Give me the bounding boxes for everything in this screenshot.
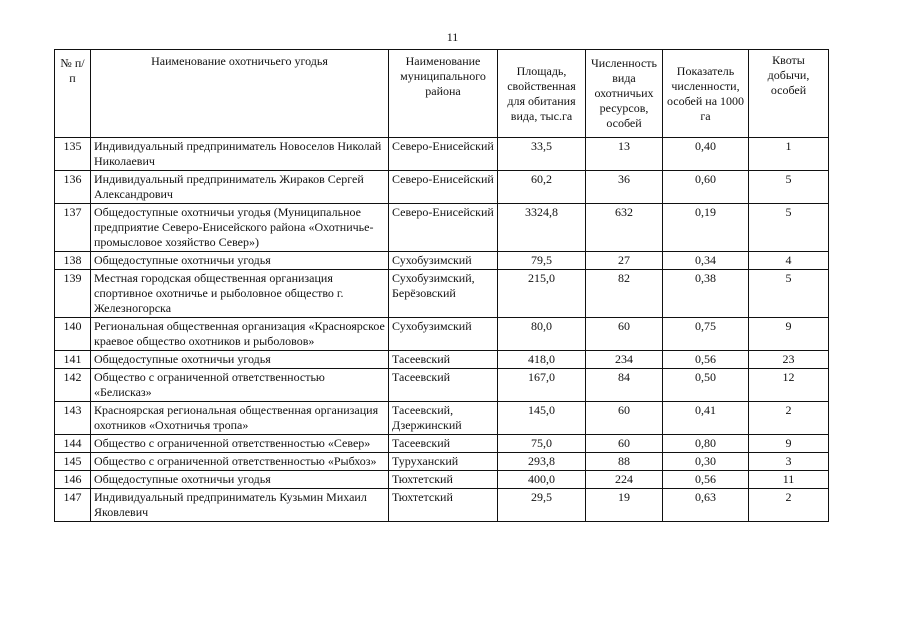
cell-name: Общество с ограниченной ответственностью «Белисказ» bbox=[91, 369, 389, 402]
cell-num: 140 bbox=[55, 318, 91, 351]
cell-count: 13 bbox=[586, 138, 663, 171]
cell-district: Сухобузимский, Берёзовский bbox=[389, 270, 498, 318]
cell-area: 167,0 bbox=[498, 369, 586, 402]
cell-num: 135 bbox=[55, 138, 91, 171]
table-row bbox=[55, 252, 829, 270]
cell-district: Тюхтетский bbox=[389, 471, 498, 489]
cell-count: 60 bbox=[586, 318, 663, 351]
cell-num: 143 bbox=[55, 402, 91, 435]
cell-area: 3324,8 bbox=[498, 204, 586, 252]
cell-district: Тасеевский, Дзержинский bbox=[389, 402, 498, 435]
cell-name: Общество с ограниченной ответственностью «Север» bbox=[91, 435, 389, 453]
cell-name: Общедоступные охотничьи угодья bbox=[91, 351, 389, 369]
table-row bbox=[55, 204, 829, 252]
cell-name: Общество с ограниченной ответственностью «Рыбхоз» bbox=[91, 453, 389, 471]
cell-quota: 5 bbox=[749, 204, 829, 252]
cell-area: 418,0 bbox=[498, 351, 586, 369]
cell-name: Местная городская общественная организация спортивное охотничье и рыболовное общество г. Железногорска bbox=[91, 270, 389, 318]
cell-density: 0,38 bbox=[663, 270, 749, 318]
cell-district: Сухобузимский bbox=[389, 318, 498, 351]
cell-density: 0,63 bbox=[663, 489, 749, 522]
cell-district: Тюхтетский bbox=[389, 489, 498, 522]
cell-district: Северо-Енисейский bbox=[389, 171, 498, 204]
cell-density: 0,56 bbox=[663, 351, 749, 369]
table-row bbox=[55, 453, 829, 471]
cell-count: 82 bbox=[586, 270, 663, 318]
cell-count: 224 bbox=[586, 471, 663, 489]
cell-density: 0,41 bbox=[663, 402, 749, 435]
header-num: № п/п bbox=[55, 50, 91, 138]
cell-quota: 5 bbox=[749, 171, 829, 204]
header-row bbox=[55, 50, 829, 138]
cell-count: 27 bbox=[586, 252, 663, 270]
cell-district: Тасеевский bbox=[389, 351, 498, 369]
table-row bbox=[55, 471, 829, 489]
cell-name: Индивидуальный предприниматель Кузьмин Михаил Яковлевич bbox=[91, 489, 389, 522]
cell-area: 145,0 bbox=[498, 402, 586, 435]
header-density: Показатель численности, особей на 1000 га bbox=[663, 50, 749, 138]
cell-num: 139 bbox=[55, 270, 91, 318]
hunting-grounds-table-container bbox=[54, 49, 828, 522]
table-row bbox=[55, 435, 829, 453]
cell-density: 0,19 bbox=[663, 204, 749, 252]
cell-area: 79,5 bbox=[498, 252, 586, 270]
table-row bbox=[55, 351, 829, 369]
cell-num: 136 bbox=[55, 171, 91, 204]
cell-quota: 23 bbox=[749, 351, 829, 369]
cell-name: Общедоступные охотничьи угодья bbox=[91, 471, 389, 489]
table-header bbox=[55, 50, 829, 138]
cell-district: Туруханский bbox=[389, 453, 498, 471]
cell-density: 0,60 bbox=[663, 171, 749, 204]
hunting-grounds-table bbox=[54, 49, 829, 522]
cell-area: 293,8 bbox=[498, 453, 586, 471]
cell-quota: 11 bbox=[749, 471, 829, 489]
cell-area: 60,2 bbox=[498, 171, 586, 204]
cell-quota: 3 bbox=[749, 453, 829, 471]
cell-district: Тасеевский bbox=[389, 369, 498, 402]
cell-area: 33,5 bbox=[498, 138, 586, 171]
cell-quota: 9 bbox=[749, 318, 829, 351]
cell-name: Общедоступные охотничьи угодья (Муниципальное предприятие Северо-Енисейского района «Охотничье-промысловое хозяйство Север») bbox=[91, 204, 389, 252]
cell-name: Региональная общественная организация «Красноярское краевое общество охотников и рыболовов» bbox=[91, 318, 389, 351]
cell-count: 60 bbox=[586, 402, 663, 435]
cell-density: 0,56 bbox=[663, 471, 749, 489]
cell-num: 145 bbox=[55, 453, 91, 471]
header-quota: Квоты добычи, особей bbox=[749, 50, 829, 138]
cell-count: 632 bbox=[586, 204, 663, 252]
cell-quota: 9 bbox=[749, 435, 829, 453]
table-body bbox=[55, 138, 829, 522]
cell-quota: 2 bbox=[749, 402, 829, 435]
table-row bbox=[55, 270, 829, 318]
cell-name: Общедоступные охотничьи угодья bbox=[91, 252, 389, 270]
cell-density: 0,34 bbox=[663, 252, 749, 270]
cell-district: Северо-Енисейский bbox=[389, 204, 498, 252]
cell-district: Северо-Енисейский bbox=[389, 138, 498, 171]
cell-num: 144 bbox=[55, 435, 91, 453]
cell-quota: 1 bbox=[749, 138, 829, 171]
table-row bbox=[55, 369, 829, 402]
cell-density: 0,40 bbox=[663, 138, 749, 171]
cell-quota: 12 bbox=[749, 369, 829, 402]
cell-count: 88 bbox=[586, 453, 663, 471]
header-name: Наименование охотничьего угодья bbox=[91, 50, 389, 138]
cell-name: Индивидуальный предприниматель Новоселов Николай Николаевич bbox=[91, 138, 389, 171]
table-row bbox=[55, 138, 829, 171]
table-row bbox=[55, 489, 829, 522]
cell-district: Сухобузимский bbox=[389, 252, 498, 270]
cell-density: 0,75 bbox=[663, 318, 749, 351]
table-row bbox=[55, 171, 829, 204]
cell-quota: 2 bbox=[749, 489, 829, 522]
cell-area: 75,0 bbox=[498, 435, 586, 453]
cell-num: 146 bbox=[55, 471, 91, 489]
page-number: 11 bbox=[446, 30, 459, 44]
cell-density: 0,50 bbox=[663, 369, 749, 402]
cell-num: 147 bbox=[55, 489, 91, 522]
cell-count: 60 bbox=[586, 435, 663, 453]
cell-num: 142 bbox=[55, 369, 91, 402]
cell-num: 137 bbox=[55, 204, 91, 252]
cell-area: 215,0 bbox=[498, 270, 586, 318]
table-row bbox=[55, 402, 829, 435]
cell-density: 0,80 bbox=[663, 435, 749, 453]
cell-area: 400,0 bbox=[498, 471, 586, 489]
header-district: Наименование муниципального района bbox=[389, 50, 498, 138]
header-area: Площадь, свойственная для обитания вида, тыс.га bbox=[498, 50, 586, 138]
cell-area: 29,5 bbox=[498, 489, 586, 522]
cell-name: Красноярская региональная общественная организация охотников «Охотничья тропа» bbox=[91, 402, 389, 435]
cell-district: Тасеевский bbox=[389, 435, 498, 453]
cell-num: 138 bbox=[55, 252, 91, 270]
cell-area: 80,0 bbox=[498, 318, 586, 351]
cell-quota: 4 bbox=[749, 252, 829, 270]
cell-quota: 5 bbox=[749, 270, 829, 318]
cell-count: 234 bbox=[586, 351, 663, 369]
header-count: Численность вида охотничьих ресурсов, особей bbox=[586, 50, 663, 138]
table-row bbox=[55, 318, 829, 351]
cell-density: 0,30 bbox=[663, 453, 749, 471]
cell-num: 141 bbox=[55, 351, 91, 369]
cell-count: 19 bbox=[586, 489, 663, 522]
cell-count: 84 bbox=[586, 369, 663, 402]
cell-name: Индивидуальный предприниматель Жираков Сергей Александрович bbox=[91, 171, 389, 204]
cell-count: 36 bbox=[586, 171, 663, 204]
